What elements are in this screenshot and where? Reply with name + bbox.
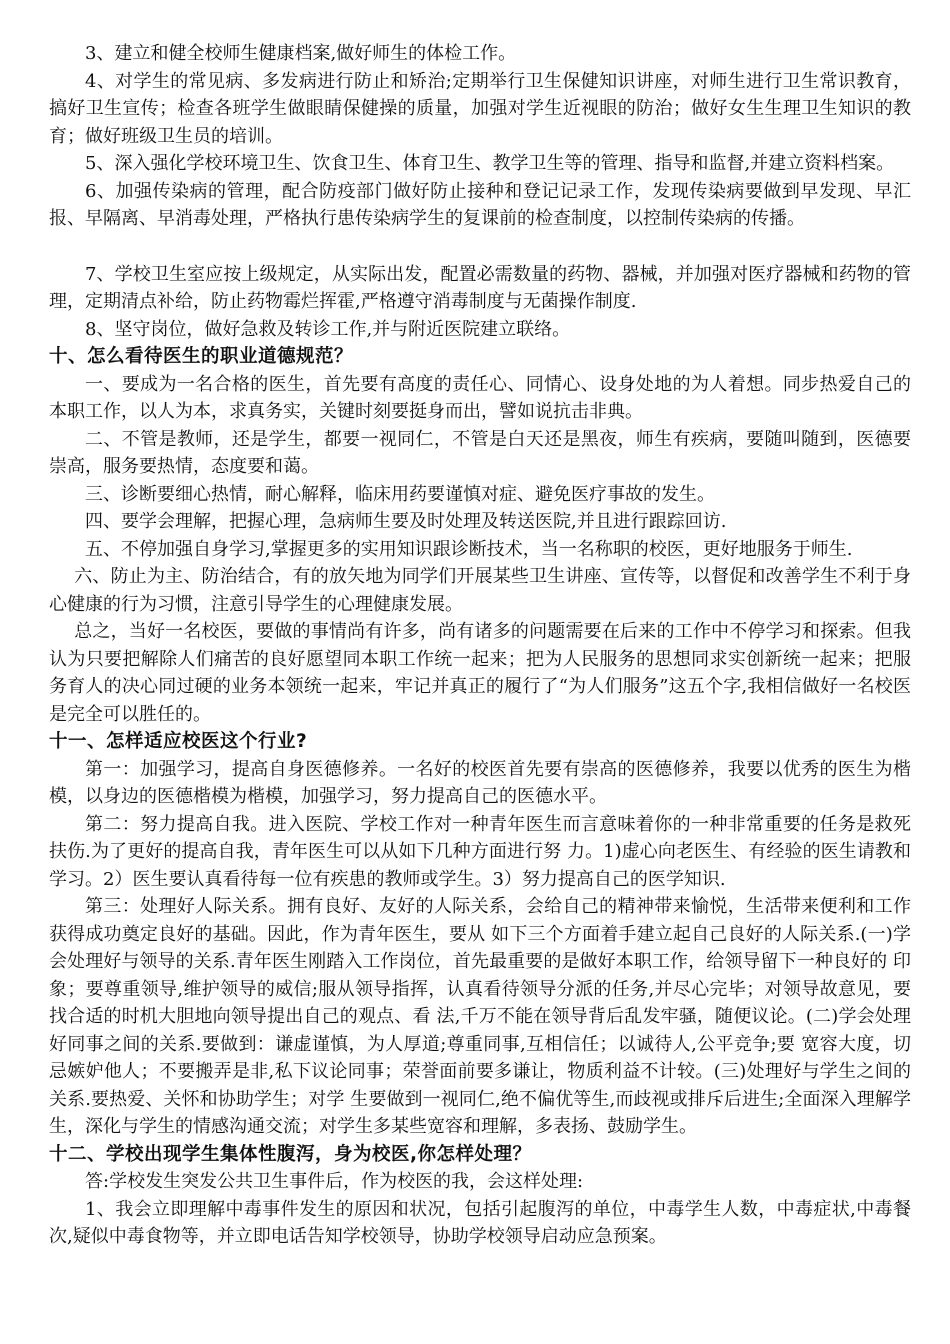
ethics-point-3: 三、诊断要细心热情，耐心解释，临床用药要谨慎对症、避免医疗事故的发生。: [85, 483, 715, 505]
section-heading-12: 十二、学校出现学生集体性腹泻，身为校医,你怎样处理？: [49, 1143, 532, 1165]
section-heading-10: 十、怎么看待医生的职业道德规范？: [49, 346, 354, 367]
item-4-disease-prevention: 4、对学生的常见病、多发病进行防止和矫治;定期举行卫生保健知识讲座，对师生进行卫生常识教育，搞好卫生宣传；检查各班学生做眼睛保健操的质量，加强对学生近视眼的防治；做好女生生理卫生知识的教育；做好班级卫生员的培训。: [49, 70, 911, 147]
adapt-point-1: 第一：加强学习，提高自身医德修养。一名好的校医首先要有崇高的医德修养，我要以优秀的医生为楷模，以身边的医德楷模为楷模，加强学习，努力提高自己的医德水平。: [49, 758, 911, 807]
paragraph-gap: [49, 233, 911, 261]
section-heading-11: 十一、怎样适应校医这个行业?: [49, 731, 308, 752]
adapt-point-2: 第二：努力提高自我。进入医院、学校工作对一种青年医生而言意味着你的一种非常重要的任务是救死扶伤.为了更好的提高自我，青年医生可以从如下几种方面进行努 力。1)虚心向老医生、有经验的医生请教和学习。2）医生要认真看待每一位有疾患的教师或学生。3）努力提高自己的医学知识.: [49, 813, 911, 890]
answer-intro: 答:学校发生突发公共卫生事件后，作为校医的我，会这样处理:: [85, 1171, 584, 1192]
ethics-point-6: 六、防止为主、防治结合，有的放矢地为同学们开展某些卫生讲座、宣传等，以督促和改善学生不利于身心健康的行为习惯，注意引导学生的心理健康发展。: [49, 566, 911, 615]
item-5-hygiene-management: 5、深入强化学校环境卫生、饮食卫生、体育卫生、教学卫生等的管理、指导和监督,并建立资料档案。: [85, 153, 895, 174]
item-7-clinic-supplies: 7、学校卫生室应按上级规定，从实际出发，配置必需数量的药物、器械，并加强对医疗器械和药物的管理，定期清点补给，防止药物霉烂挥霍,严格遵守消毒制度与无菌操作制度.: [49, 263, 911, 312]
answer-step-1: 1、我会立即理解中毒事件发生的原因和状况，包括引起腹泻的单位，中毒学生人数，中毒症状,中毒餐次,疑似中毒食物等，并立即电话告知学校领导，协助学校领导启动应急预案。: [49, 1198, 911, 1247]
ethics-conclusion: 总之，当好一名校医，要做的事情尚有许多，尚有诸多的问题需要在后来的工作中不停学习和探索。但我认为只要把解除人们痛苦的良好愿望同本职工作统一起来；把为人民服务的思想同求实创新统一起来；把服务育人的决心同过硬的业务本领统一起来，牢记并真正的履行了“为人们服务”这五个字,我相信做好一名校医是完全可以胜任的。: [49, 621, 911, 725]
ethics-point-2: 二、不管是教师，还是学生，都要一视同仁，不管是白天还是黑夜，师生有疾病，要随叫随到，医德要崇高，服务要热情，态度要和蔼。: [49, 428, 911, 477]
adapt-point-3: 第三：处理好人际关系。拥有良好、友好的人际关系，会给自己的精神带来愉悦，生活带来便利和工作获得成功奠定良好的基础。因此，作为青年医生，要从 如下三个方面着手建立起自己良好的人际关系.(一)学会处理好与领导的关系.青年医生刚踏入工作岗位，首先最重要的是做好本职工作，给领导留下一种良好的 印象；要尊重领导,维护领导的威信;服从领导指挥，认真看待领导分派的任务,并尽心完毕；对领导故意见，要找合适的时机大胆地向领导提出自己的观点、看 法,千万不能在领导背后乱发牢骚，随便议论。(二)学会处理好同事之间的关系.要做到：谦虚谨慎，为人厚道;尊重同事,互相信任；以诚待人,公平竞争;要 宽容大度，切忌嫉妒他人；不要搬弄是非,私下议论同事；荣誉面前要多谦让，物质利益不计较。(三)处理好与学生之间的关系.要热爱、关怀和协助学生；对学 生要做到一视同仁,绝不偏优等生,而歧视或排斥后进生;全面深入理解学生，深化与学生的情感沟通交流；对学生多某些宽容和理解，多表扬、鼓励学生。: [49, 896, 911, 1137]
document-page: [49, 40, 911, 1251]
item-8-emergency-duty: 8、坚守岗位，做好急救及转诊工作,并与附近医院建立联络。: [85, 318, 571, 340]
ethics-point-4: 四、要学会理解，把握心理，急病师生要及时处理及转送医院,并且进行跟踪回访.: [85, 511, 727, 532]
ethics-point-5: 五、不停加强自身学习,掌握更多的实用知识跟诊断技术，当一名称职的校医，更好地服务于师生.: [85, 538, 853, 560]
ethics-point-1: 一、要成为一名合格的医生，首先要有高度的责任心、同情心、设身处地的为人着想。同步热爱自己的本职工作，以人为本，求真务实，关键时刻要挺身而出，譬如说抗击非典。: [49, 373, 911, 422]
item-6-infectious-disease: 6、加强传染病的管理，配合防疫部门做好防止接种和登记记录工作，发现传染病要做到早发现、早汇报、早隔离、早消毒处理，严格执行患传染病学生的复课前的检查制度，以控制传染病的传播。: [49, 180, 911, 229]
item-3-health-records: 3、建立和健全校师生健康档案,做好师生的体检工作。: [85, 43, 517, 64]
